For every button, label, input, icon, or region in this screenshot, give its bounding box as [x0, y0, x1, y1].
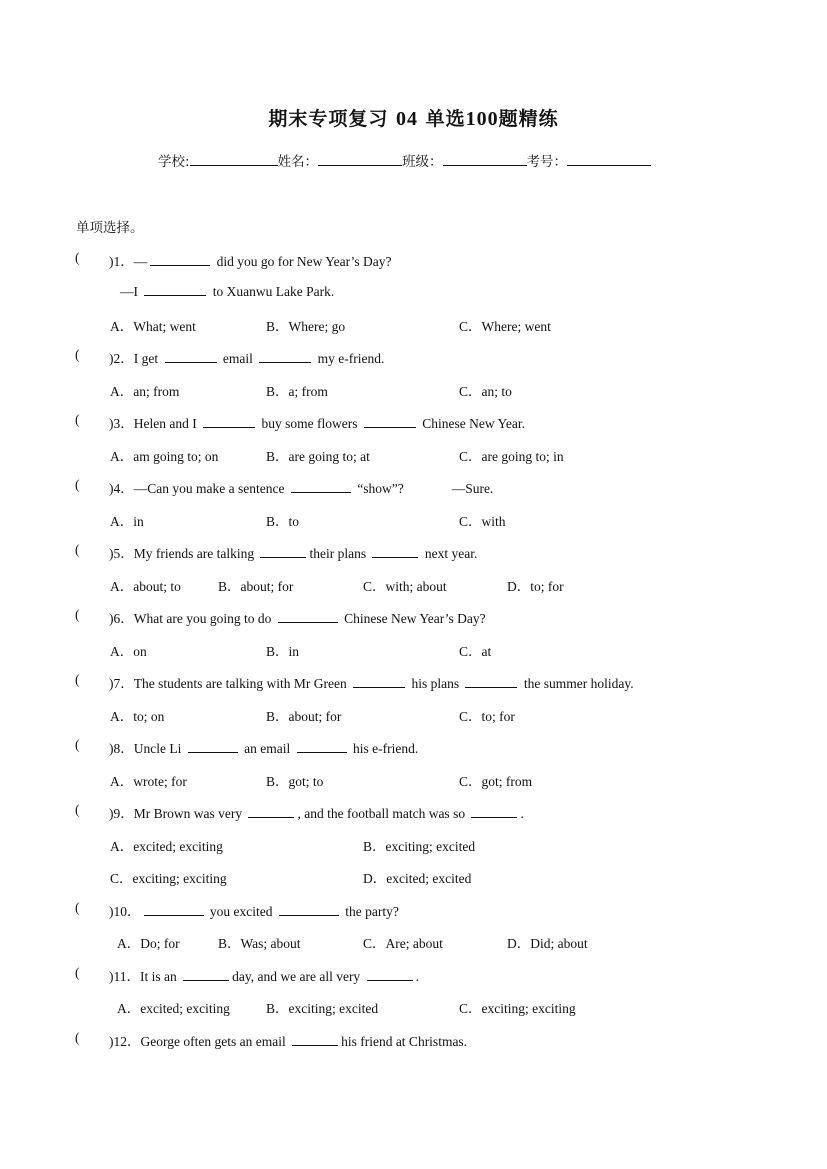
question-5: )5．My friends are talking their plans next year. — [109, 546, 478, 561]
answer-bracket: ( — [75, 250, 80, 265]
answer-blank[interactable] — [248, 805, 294, 818]
option-c[interactable]: C．exciting; exciting — [459, 1001, 576, 1016]
option-d[interactable]: D．to; for — [507, 579, 564, 594]
id-blank[interactable] — [567, 151, 651, 166]
answer-blank[interactable] — [291, 480, 351, 493]
option-c[interactable]: C．at — [459, 644, 492, 659]
option-b[interactable]: B．got; to — [266, 774, 324, 789]
option-a[interactable]: A．an; from — [110, 384, 180, 399]
answer-blank[interactable] — [278, 610, 338, 623]
option-a[interactable]: A．What; went — [110, 319, 196, 334]
option-a[interactable]: A．to; on — [110, 709, 165, 724]
section-title: 单项选择。 — [76, 220, 144, 236]
option-a[interactable]: A．excited; exciting — [110, 839, 223, 854]
option-a[interactable]: A．in — [110, 514, 144, 529]
answer-bracket: ( — [75, 412, 80, 427]
option-a[interactable]: A．Do; for — [117, 936, 180, 951]
option-c[interactable]: C．Are; about — [363, 936, 443, 951]
question-7: )7．The students are talking with Mr Green his plans the summer holiday. — [109, 676, 634, 691]
answer-bracket: ( — [75, 1030, 80, 1045]
answer-bracket: ( — [75, 900, 80, 915]
answer-bracket: ( — [75, 347, 80, 362]
answer-blank[interactable] — [165, 350, 217, 363]
answer-bracket: ( — [75, 802, 80, 817]
answer-bracket: ( — [75, 542, 80, 557]
question-4: )4．—Can you make a sentence “show”? —Sure. — [109, 481, 494, 496]
option-c[interactable]: C．with; about — [363, 579, 447, 594]
answer-blank[interactable] — [292, 1033, 338, 1046]
option-d[interactable]: D．Did; about — [507, 936, 588, 951]
option-d[interactable]: D．excited; excited — [363, 871, 472, 886]
school-label: 学校: — [158, 154, 190, 170]
option-b[interactable]: B．about; for — [218, 579, 294, 594]
answer-bracket: ( — [75, 477, 80, 492]
id-label: 考号： — [526, 154, 568, 170]
answer-blank[interactable] — [144, 903, 204, 916]
name-label: 姓名： — [277, 154, 319, 170]
option-b[interactable]: B．Where; go — [266, 319, 346, 334]
answer-blank[interactable] — [259, 350, 311, 363]
option-b[interactable]: B．about; for — [266, 709, 342, 724]
option-a[interactable]: A．wrote; for — [110, 774, 187, 789]
question-2: )2．I get email my e-friend. — [109, 351, 385, 366]
answer-blank[interactable] — [367, 968, 413, 981]
option-c[interactable]: C．got; from — [459, 774, 533, 789]
option-c[interactable]: C．to; for — [459, 709, 515, 724]
option-b[interactable]: B．exciting; excited — [363, 839, 476, 854]
student-info-row — [158, 150, 651, 170]
option-b[interactable]: B．in — [266, 644, 300, 659]
answer-bracket: ( — [75, 672, 80, 687]
question-3: )3．Helen and I buy some flowers Chinese New Year. — [109, 416, 525, 431]
name-blank[interactable] — [318, 151, 402, 166]
answer-blank[interactable] — [465, 675, 517, 688]
option-b[interactable]: B．to — [266, 514, 300, 529]
answer-blank[interactable] — [297, 740, 347, 753]
option-b[interactable]: B．are going to; at — [266, 449, 370, 464]
answer-blank[interactable] — [144, 283, 206, 296]
answer-blank[interactable] — [183, 968, 229, 981]
option-c[interactable]: C．Where; went — [459, 319, 551, 334]
question-10: )10． you excited the party? — [109, 904, 399, 919]
option-b[interactable]: B．exciting; excited — [266, 1001, 379, 1016]
question-1-reply: —I to Xuanwu Lake Park. — [120, 284, 335, 299]
answer-bracket: ( — [75, 737, 80, 752]
answer-blank[interactable] — [260, 545, 306, 558]
class-blank[interactable] — [443, 151, 527, 166]
question-8: )8．Uncle Li an email his e-friend. — [109, 741, 419, 756]
school-blank[interactable] — [190, 151, 278, 166]
question-6: )6．What are you going to do Chinese New Year’s Day? — [109, 611, 486, 626]
option-c[interactable]: C．an; to — [459, 384, 512, 399]
answer-blank[interactable] — [353, 675, 405, 688]
option-c[interactable]: C．are going to; in — [459, 449, 564, 464]
option-b[interactable]: B．a; from — [266, 384, 328, 399]
option-b[interactable]: B．Was; about — [218, 936, 301, 951]
page-title: 期末专项复习 04 单选100题精练 — [268, 108, 559, 130]
option-a[interactable]: A．excited; exciting — [117, 1001, 230, 1016]
option-a[interactable]: A．on — [110, 644, 147, 659]
answer-bracket: ( — [75, 607, 80, 622]
answer-blank[interactable] — [471, 805, 517, 818]
answer-bracket: ( — [75, 965, 80, 980]
answer-blank[interactable] — [150, 253, 210, 266]
answer-blank[interactable] — [188, 740, 238, 753]
class-label: 班级： — [402, 154, 443, 170]
option-a[interactable]: A．am going to; on — [110, 449, 219, 464]
option-a[interactable]: A．about; to — [110, 579, 181, 594]
option-c[interactable]: C．with — [459, 514, 506, 529]
question-9: )9．Mr Brown was very , and the football match was so . — [109, 806, 524, 821]
answer-blank[interactable] — [372, 545, 418, 558]
answer-blank[interactable] — [279, 903, 339, 916]
question-11: )11．It is an day, and we are all very . — [109, 969, 419, 984]
question-1: )1．— did you go for New Year’s Day? — [109, 254, 392, 269]
answer-blank[interactable] — [203, 415, 255, 428]
answer-blank[interactable] — [364, 415, 416, 428]
question-12: )12．George often gets an email his friend at Christmas. — [109, 1034, 468, 1049]
option-c[interactable]: C．exciting; exciting — [110, 871, 227, 886]
